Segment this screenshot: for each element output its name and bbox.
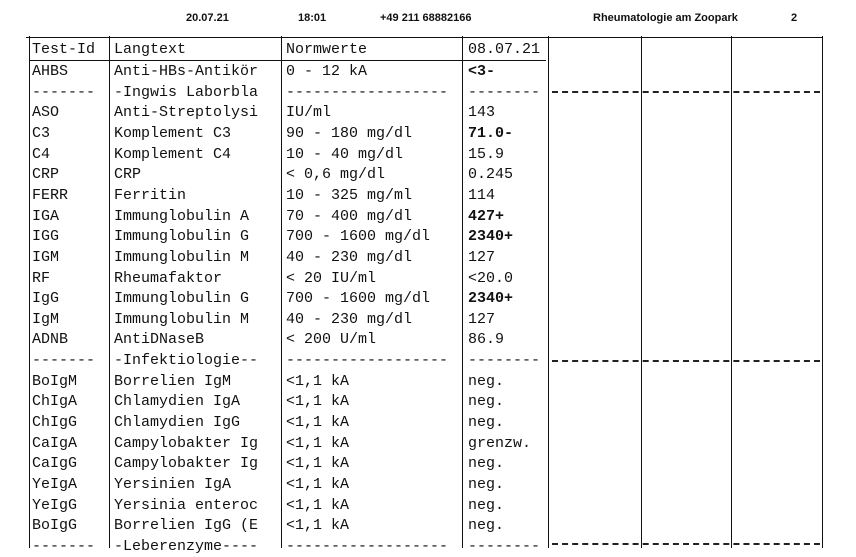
- langtext-cell: Borrelien IgG (E: [114, 517, 259, 535]
- value-cell: 127: [468, 310, 496, 328]
- value-cell: grenzw.: [468, 434, 532, 452]
- header-underline: [30, 60, 546, 61]
- table-row: [0, 372, 856, 392]
- test-id-cell: -------: [32, 83, 96, 101]
- table-header-row: [0, 40, 856, 60]
- normwerte-cell: 90 - 180 mg/dl: [286, 124, 413, 142]
- table-row: [0, 62, 856, 82]
- table-row: [0, 145, 856, 165]
- table-row: [0, 516, 856, 536]
- table-row: [0, 475, 856, 495]
- table-row: [0, 165, 856, 185]
- normwerte-cell: 700 - 1600 mg/dl: [286, 290, 431, 308]
- langtext-cell: Anti-Streptolysi: [114, 104, 259, 122]
- langtext-cell: -Leberenzyme----: [114, 537, 259, 555]
- test-id-cell: C3: [32, 124, 51, 142]
- test-id-cell: IGG: [32, 228, 60, 246]
- normwerte-cell: ------------------: [286, 352, 449, 370]
- normwerte-cell: 0 - 12 kA: [286, 63, 368, 80]
- langtext-cell: Immunglobulin A: [114, 207, 250, 225]
- header-date: 20.07.21: [186, 12, 229, 24]
- langtext-cell: CRP: [114, 166, 142, 184]
- value-cell: 86.9: [468, 331, 505, 349]
- column-header-normwerte: Normwerte: [286, 41, 368, 58]
- langtext-cell: Campylobakter Ig: [114, 455, 259, 473]
- normwerte-cell: IU/ml: [286, 104, 332, 122]
- test-id-cell: YeIgA: [32, 476, 78, 493]
- table-row: [0, 248, 856, 268]
- normwerte-cell: <1,1 kA: [286, 517, 350, 535]
- normwerte-cell: <1,1 kA: [286, 393, 350, 411]
- column-header-langtext: Langtext: [114, 41, 187, 58]
- column-header-test-id: Test-Id: [32, 41, 96, 58]
- normwerte-cell: <1,1 kA: [286, 496, 350, 514]
- test-id-cell: ASO: [32, 104, 60, 122]
- langtext-cell: Komplement C3: [114, 124, 232, 142]
- value-cell: 71.0-: [468, 124, 514, 142]
- table-row: [0, 330, 856, 350]
- table-row: [0, 186, 856, 206]
- langtext-cell: Immunglobulin G: [114, 290, 250, 308]
- langtext-cell: -Infektiologie--: [114, 352, 259, 370]
- header-page-number: 2: [791, 12, 798, 24]
- table-row: [0, 434, 856, 454]
- normwerte-cell: ------------------: [286, 537, 449, 555]
- table-row: [0, 83, 856, 103]
- test-id-cell: ChIgA: [32, 393, 78, 411]
- value-cell: --------: [468, 352, 541, 370]
- value-cell: 0.245: [468, 166, 514, 184]
- table-row: [0, 103, 856, 123]
- test-id-cell: CaIgA: [32, 434, 78, 452]
- header-time: 18:01: [298, 12, 327, 24]
- value-cell: 2340+: [468, 228, 514, 246]
- test-id-cell: ADNB: [32, 331, 69, 349]
- table-row: [0, 124, 856, 144]
- langtext-cell: Komplement C4: [114, 145, 232, 163]
- test-id-cell: IgG: [32, 290, 60, 308]
- test-id-cell: FERR: [32, 186, 69, 204]
- langtext-cell: Yersinia enteroc: [114, 496, 259, 514]
- value-cell: 127: [468, 248, 496, 266]
- test-id-cell: IGA: [32, 207, 60, 225]
- test-id-cell: IgM: [32, 310, 60, 328]
- langtext-cell: Immunglobulin G: [114, 228, 250, 246]
- test-id-cell: IGM: [32, 248, 60, 266]
- normwerte-cell: <1,1 kA: [286, 434, 350, 452]
- value-cell: 2340+: [468, 290, 514, 308]
- normwerte-cell: 70 - 400 mg/dl: [286, 207, 413, 225]
- normwerte-cell: 10 - 40 mg/dl: [286, 145, 404, 163]
- normwerte-cell: <1,1 kA: [286, 414, 350, 432]
- value-cell: 143: [468, 104, 496, 122]
- normwerte-cell: < 0,6 mg/dl: [286, 166, 386, 184]
- langtext-cell: Rheumafaktor: [114, 269, 223, 287]
- table-row: [0, 289, 856, 309]
- value-cell: --------: [468, 537, 541, 555]
- table-row: [0, 392, 856, 412]
- test-id-cell: AHBS: [32, 63, 69, 80]
- langtext-cell: Yersinien IgA: [114, 476, 232, 493]
- langtext-cell: Campylobakter Ig: [114, 434, 259, 452]
- value-cell: neg.: [468, 476, 505, 493]
- table-row: [0, 454, 856, 474]
- table-row: [0, 496, 856, 516]
- normwerte-cell: ------------------: [286, 83, 449, 101]
- langtext-cell: Chlamydien IgA: [114, 393, 241, 411]
- test-id-cell: ChIgG: [32, 414, 78, 432]
- table-row: [0, 269, 856, 289]
- value-cell: neg.: [468, 372, 505, 390]
- normwerte-cell: < 20 IU/ml: [286, 269, 377, 287]
- column-header-date: 08.07.21: [468, 41, 541, 58]
- langtext-cell: Immunglobulin M: [114, 248, 250, 266]
- test-id-cell: -------: [32, 537, 96, 555]
- table-row: [0, 207, 856, 227]
- table-row: [0, 413, 856, 433]
- test-id-cell: -------: [32, 352, 96, 370]
- table-row: [0, 310, 856, 330]
- test-id-cell: CRP: [32, 166, 60, 184]
- value-cell: neg.: [468, 517, 505, 535]
- normwerte-cell: < 200 U/ml: [286, 331, 377, 349]
- normwerte-cell: <1,1 kA: [286, 476, 350, 493]
- test-id-cell: BoIgM: [32, 372, 78, 390]
- langtext-cell: -Ingwis Laborbla: [114, 83, 259, 101]
- value-cell: 427+: [468, 207, 505, 225]
- test-id-cell: C4: [32, 145, 51, 163]
- langtext-cell: Borrelien IgM: [114, 372, 232, 390]
- langtext-cell: Immunglobulin M: [114, 310, 250, 328]
- value-cell: 15.9: [468, 145, 505, 163]
- test-id-cell: CaIgG: [32, 455, 78, 473]
- langtext-cell: AntiDNaseB: [114, 331, 205, 349]
- test-id-cell: BoIgG: [32, 517, 78, 535]
- test-id-cell: YeIgG: [32, 496, 78, 514]
- value-cell: neg.: [468, 414, 505, 432]
- value-cell: 114: [468, 186, 496, 204]
- normwerte-cell: 40 - 230 mg/dl: [286, 310, 413, 328]
- normwerte-cell: 40 - 230 mg/dl: [286, 248, 413, 266]
- langtext-cell: Ferritin: [114, 186, 187, 204]
- normwerte-cell: 10 - 325 mg/ml: [286, 186, 413, 204]
- value-cell: neg.: [468, 496, 505, 514]
- table-row: [0, 227, 856, 247]
- normwerte-cell: 700 - 1600 mg/dl: [286, 228, 431, 246]
- normwerte-cell: <1,1 kA: [286, 455, 350, 473]
- langtext-cell: Chlamydien IgG: [114, 414, 241, 432]
- test-id-cell: RF: [32, 269, 51, 287]
- value-cell: --------: [468, 83, 541, 101]
- header-phone: +49 211 68882166: [380, 12, 472, 24]
- table-row: [0, 351, 856, 371]
- langtext-cell: Anti-HBs-Antikör: [114, 63, 259, 80]
- table-row: [0, 537, 856, 557]
- normwerte-cell: <1,1 kA: [286, 372, 350, 390]
- value-cell: <3-: [468, 63, 496, 80]
- table-top-rule: [26, 37, 822, 38]
- header-practice: Rheumatologie am Zoopark: [593, 12, 738, 24]
- value-cell: neg.: [468, 455, 505, 473]
- value-cell: <20.0: [468, 269, 514, 287]
- value-cell: neg.: [468, 393, 505, 411]
